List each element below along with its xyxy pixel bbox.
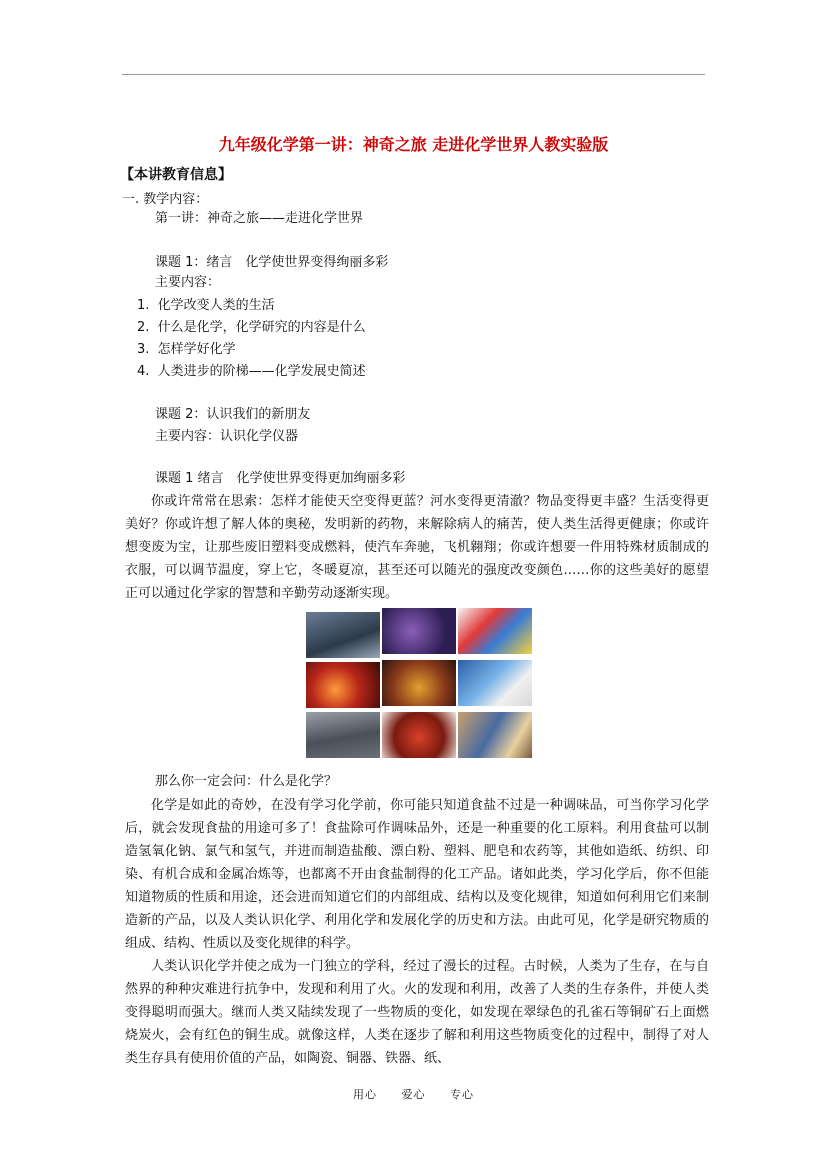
list-item-text: 什么是化学，化学研究的内容是什么: [157, 320, 366, 335]
paragraph-text: 人类认识化学并使之成为一门独立的学科，经过了漫长的过程。古时候，人类为了生存，在与自然界的种种灾难进行抗争中，发现和利用了火。火的发现和利用，改善了人类的生存条件，并使人类变得聪明而强大。继而人类又陆续发现了一些物质的变化，如发现在翠绿色的孔雀石等铜矿石上面燃烧炭火，会有红色的铜生成。就像这样，人类在逐步了解和利用这些物质变化的过程中，制得了对人类生存具有使用价值的产品，如陶瓷、铜器、铁器、纸、: [125, 959, 709, 1066]
paragraph-definition: [125, 794, 709, 955]
list-item-text: 人类进步的阶梯——化学发展史简述: [157, 364, 366, 379]
list-item-number: 4.: [137, 364, 150, 379]
reagent-bottles-photo: [382, 660, 456, 706]
section-header: 【本讲教育信息】: [120, 167, 232, 183]
footer-item: 用心: [353, 1088, 377, 1101]
header-rule: [122, 74, 705, 75]
ceramics-photo: [382, 712, 456, 758]
page-footer: [0, 1086, 827, 1102]
list-item-number: 1.: [137, 298, 150, 313]
teaching-content-label: 一. 教学内容：: [122, 192, 209, 207]
footer-item: 专心: [450, 1088, 474, 1101]
topic2-main-content: 主要内容：认识化学仪器: [155, 429, 299, 444]
lecture-line: 第一讲：神奇之旅——走进化学世界: [155, 211, 364, 226]
topic1-line: 课题 1：绪言 化学使世界变得绚丽多彩: [155, 255, 389, 270]
topic2-line: 课题 2：认识我们的新朋友: [155, 407, 311, 422]
footer-item: 爱心: [401, 1088, 426, 1101]
paragraph-text: 化学是如此的奇妙，在没有学习化学前，你可能只知道食盐不过是一种调味品，可当你学习化学后，就会发现食盐的用途可多了！食盐除可作调味品外，还是一种重要的化工原料。利用食盐可以制造氢氧化钠、氯气和氢气，并进而制造盐酸、漂白粉、塑料、肥皂和农药等，其他如造纸、纺织、印染、有机合成和金属冶炼等，也都离不开由食盐制得的化工产品。诸如此类，学习化学后，你不但能知道物质的性质和用途，还会进而知道它们的内部组成、结构以及变化规律，知道如何利用它们来制造新的产品，以及人类认识化学、利用化学和发展化学的历史和方法。由此可见，化学是研究物质的组成、结构、性质以及变化规律的科学。: [125, 798, 709, 951]
list-item: [137, 362, 366, 382]
fire-photo: [306, 662, 380, 708]
paragraph-text: 你或许常常在思索：怎样才能使天空变得更蓝？河水变得更清澈？物品变得更丰盛？生活变得更美好？你或许想了解人体的奥秘，发明新的药物，来解除病人的痛苦，使人类生活得更健康；你或许想变废为宝，让那些废旧塑料变成燃料，使汽车奔驰，飞机翱翔；你或许想要一件用特殊材质制成的衣服，可以调节温度，穿上它，冬暖夏凉，甚至还可以随光的强度改变颜色……你的这些美好的愿望正可以通过化学家的智慧和辛勤劳动逐渐实现。: [125, 494, 709, 601]
list-item: [137, 340, 236, 360]
list-item-number: 3.: [137, 342, 150, 357]
list-item-text: 化学改变人类的生活: [157, 298, 275, 313]
glass-flasks-photo: [382, 608, 456, 654]
medicine-photo: [458, 660, 532, 706]
question-line: 那么你一定会问：什么是化学？: [155, 774, 338, 789]
plastic-goods-photo: [458, 608, 532, 654]
paragraph-intro: [125, 490, 709, 605]
list-item-text: 怎样学好化学: [157, 342, 236, 357]
list-item-number: 2.: [137, 320, 150, 335]
textile-factory-photo: [458, 712, 532, 758]
paragraph-history: [125, 955, 709, 1070]
main-content-label: 主要内容：: [155, 275, 221, 290]
topic1-heading: 课题 1 绪言 化学使世界变得更加绚丽多彩: [155, 471, 406, 486]
list-item: [137, 318, 366, 338]
city-bridge-photo: [306, 612, 380, 658]
chemistry-photo-collage: [300, 608, 534, 762]
traffic-photo: [306, 712, 380, 758]
list-item: [137, 296, 275, 316]
page-title: 九年级化学第一讲：神奇之旅 走进化学世界人教实验版: [218, 135, 609, 154]
